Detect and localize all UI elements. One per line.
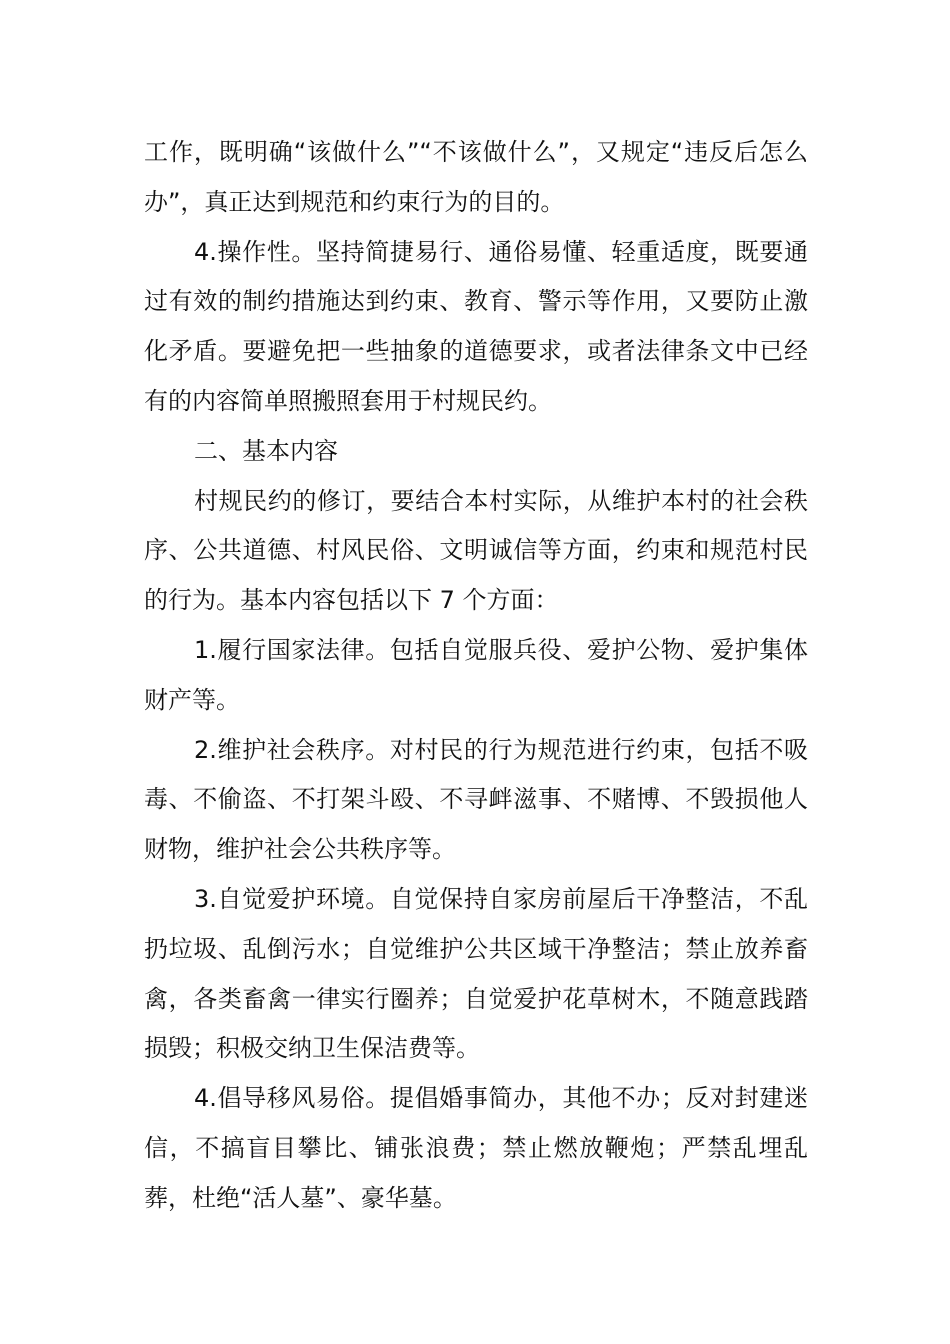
paragraph-operability: 4.操作性。坚持简捷易行、通俗易懂、轻重适度，既要通过有效的制约措施达到约束、教育、警示等作用，又要防止激化矛盾。要避免把一些抽象的道德要求，或者法律条文中已经有的内容简单照搬照套用于村规民约。 bbox=[144, 237, 808, 415]
paragraph-item-3-environment: 3.自觉爱护环境。自觉保持自家房前屋后干净整洁，不乱扔垃圾、乱倒污水；自觉维护公共区域干净整洁；禁止放养畜禽，各类畜禽一律实行圈养；自觉爱护花草树木，不随意践踏损毁；积极交纳卫生保洁费等。 bbox=[144, 884, 808, 1063]
paragraph-item-2-order: 2.维护社会秩序。对村民的行为规范进行约束，包括不吸毒、不偷盗、不打架斗殴、不寻衅滋事、不赌博、不毁损他人财物，维护社会公共秩序等。 bbox=[144, 735, 808, 864]
section-heading-basic-content: 二、基本内容 bbox=[194, 436, 338, 465]
paragraph-revision-intro: 村规民约的修订，要结合本村实际，从维护本村的社会秩序、公共道德、村风民俗、文明诚信等方面，约束和规范村民的行为。基本内容包括以下 7 个方面： bbox=[144, 486, 808, 615]
paragraph-item-4-customs: 4.倡导移风易俗。提倡婚事简办，其他不办；反对封建迷信，不搞盲目攀比、铺张浪费；禁止燃放鞭炮；严禁乱埋乱葬，杜绝“活人墓”、豪华墓。 bbox=[144, 1084, 808, 1212]
paragraph-item-1-law: 1.履行国家法律。包括自觉服兵役、爱护公物、爱护集体财产等。 bbox=[144, 635, 808, 714]
paragraph-continuation: 工作，既明确“该做什么”“不该做什么”，又规定“违反后怎么办”，真正达到规范和约束行为的目的。 bbox=[144, 138, 808, 216]
document-body bbox=[144, 128, 808, 1224]
